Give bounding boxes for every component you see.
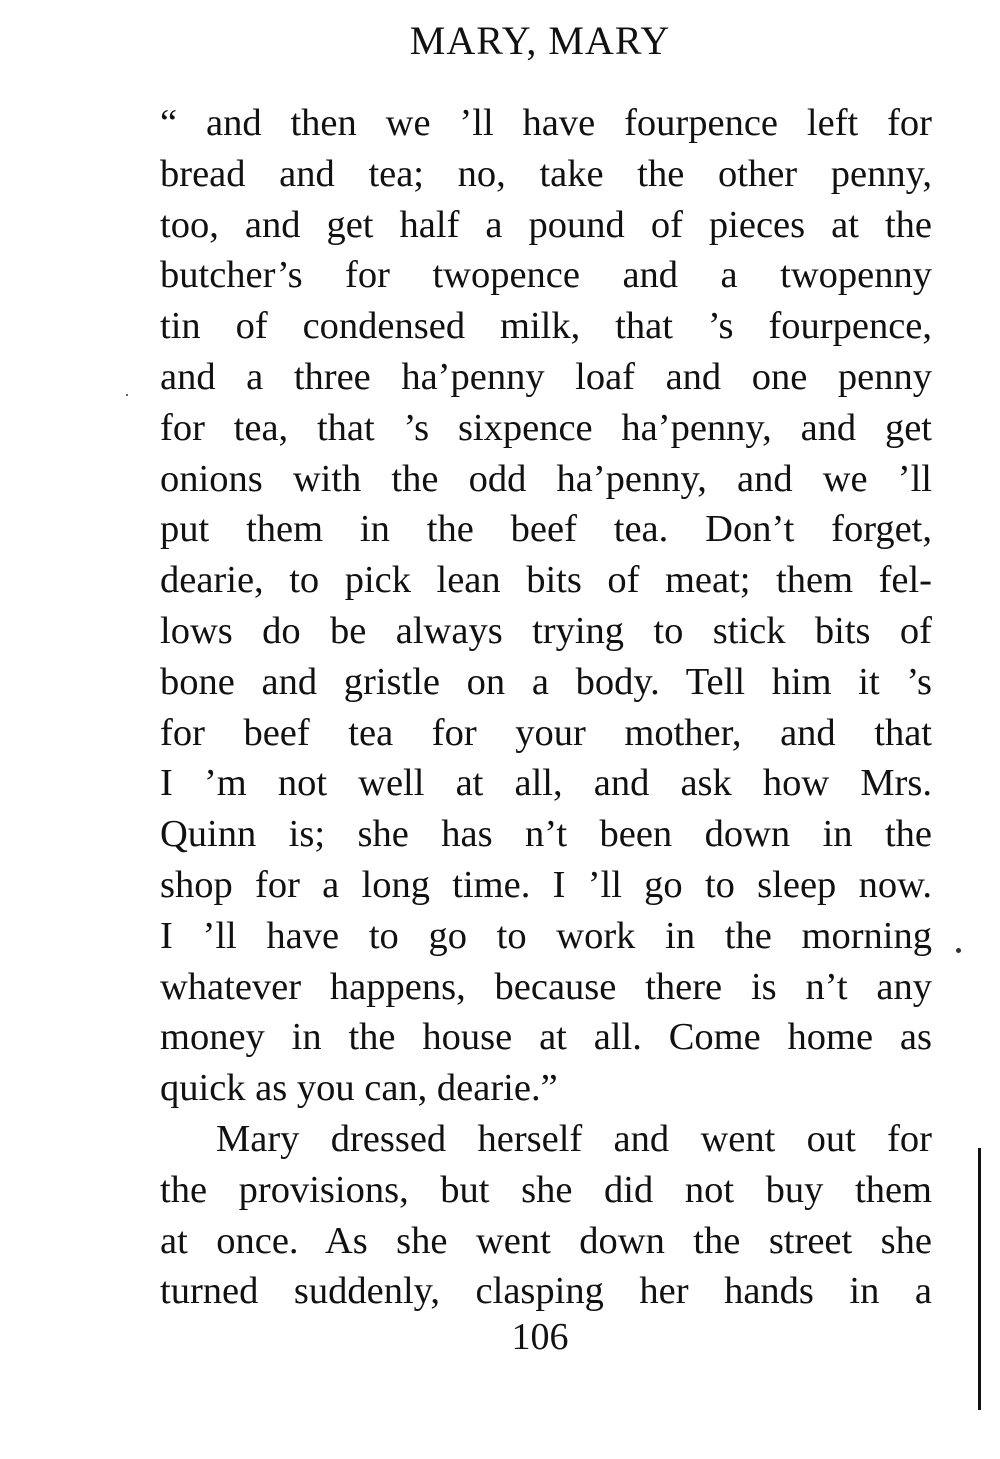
text-line: dearie, to pick lean bits of meat; them fel- <box>160 559 932 602</box>
text-line: too, and get half a pound of pieces at the <box>160 203 932 246</box>
text-line: lows do be always trying to stick bits of <box>160 609 932 652</box>
text-line: at once. As she went down the street she <box>160 1219 932 1262</box>
text-line: money in the house at all. Come home as <box>160 1016 932 1059</box>
text-line: onions with the odd ha’penny, and we ’ll <box>160 457 932 500</box>
text-line: shop for a long time. I ’ll go to sleep now. <box>160 863 932 906</box>
text-line: for tea, that ’s sixpence ha’penny, and get <box>160 406 932 449</box>
text-line: Quinn is; she has n’t been down in the <box>160 813 932 856</box>
text-line: “ and then we ’ll have fourpence left for <box>160 102 932 144</box>
text-line: bread and tea; no, take the other penny, <box>160 152 932 195</box>
scan-speck <box>126 394 128 396</box>
body-text <box>160 98 932 1317</box>
text-line: tin of condensed milk, that ’s fourpence, <box>160 305 932 348</box>
text-line: put them in the beef tea. Don’t forget, <box>160 508 932 551</box>
running-head: MARY, MARY <box>409 18 671 63</box>
text-line: whatever happens, because there is n’t any <box>160 965 932 1008</box>
text-line: turned suddenly, clasping her hands in a <box>160 1270 932 1313</box>
paragraph-narration <box>160 1114 932 1317</box>
text-line: bone and gristle on a body. Tell him it ’s <box>160 660 932 703</box>
text-line: the provisions, but she did not buy them <box>160 1168 932 1211</box>
text-line: I ’ll have to go to work in the morning <box>160 914 932 957</box>
page-number: 106 <box>511 1316 569 1358</box>
page-edge-shadow <box>978 1148 981 1410</box>
text-line: for beef tea for your mother, and that <box>160 711 932 754</box>
paragraph-dialogue <box>160 98 932 1114</box>
text-line: quick as you can, dearie.” <box>160 1067 558 1110</box>
text-line: butcher’s for twopence and a twopenny <box>160 254 932 297</box>
text-line: and a three ha’penny loaf and one penny <box>160 355 932 398</box>
text-line: Mary dressed herself and went out for <box>216 1117 932 1160</box>
scan-speck <box>956 948 961 953</box>
text-line: I ’m not well at all, and ask how Mrs. <box>160 762 932 805</box>
